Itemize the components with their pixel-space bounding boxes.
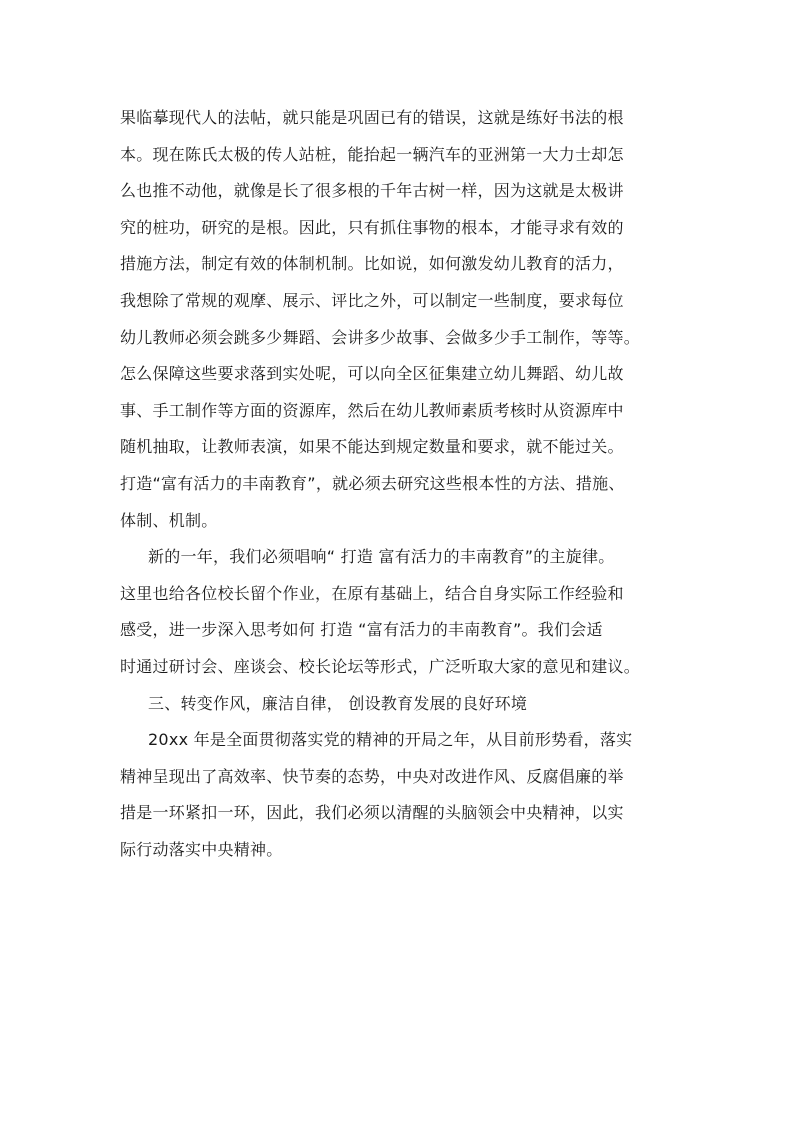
text-line: 本。现在陈氏太极的传人站桩，能抬起一辆汽车的亚洲第一大力士却怎 — [120, 144, 624, 164]
text-line: 时通过研讨会、座谈会、校长论坛等形式，广泛听取大家的意见和建议。 — [120, 656, 641, 676]
text-line: 这里也给各位校长留个作业，在原有基础上，结合自身实际工作经验和 — [120, 583, 624, 603]
text-line: 精神呈现出了高效率、快节奏的态势，中央对改进作风、反腐倡廉的举 — [120, 766, 624, 786]
paragraph-first-line: 新的一年，我们必须唱响“ 打造 富有活力的丰南教育”的主旋律。 — [148, 547, 615, 567]
text-line: 打造“富有活力的丰南教育”，就必须去研究这些根本性的方法、措施、 — [120, 473, 625, 493]
text-line: 我想除了常规的观摩、展示、评比之外，可以制定一些制度，要求每位 — [120, 290, 624, 310]
text-line: 感受，进一步深入思考如何 打造 “富有活力的丰南教育”。我们会适 — [120, 620, 603, 640]
text-line: 果临摹现代人的法帖，就只能是巩固已有的错误，这就是练好书法的根 — [120, 108, 624, 127]
document-body — [120, 100, 680, 868]
text-line: 究的桩功，研究的是根。因此，只有抓住事物的根本，才能寻求有效的 — [120, 217, 624, 237]
paragraph-first-line: 20xx 年是全面贯彻落实党的精神的开局之年，从目前形势看，落实 — [148, 730, 633, 750]
text-line: 么也推不动他，就像是长了很多根的千年古树一样，因为这就是太极讲 — [120, 181, 624, 201]
text-line: 事、手工制作等方面的资源库，然后在幼儿教师素质考核时从资源库中 — [120, 400, 624, 420]
text-line: 际行动落实中央精神。 — [120, 839, 283, 859]
text-line: 措施方法，制定有效的体制机制。比如说，如何激发幼儿教育的活力， — [120, 254, 624, 274]
text-line: 措是一环紧扣一环，因此，我们必须以清醒的头脑领会中央精神，以实 — [120, 803, 624, 823]
text-line: 幼儿教师必须会跳多少舞蹈、会讲多少故事、会做多少手工制作，等等。 — [120, 327, 641, 347]
section-heading: 三、转变作风，廉洁自律， 创设教育发展的良好环境 — [148, 693, 528, 713]
text-line: 怎么保障这些要求落到实处呢，可以向全区征集建立幼儿舞蹈、幼儿故 — [120, 364, 624, 384]
text-line: 随机抽取，让教师表演，如果不能达到规定数量和要求，就不能过关。 — [120, 437, 624, 457]
text-line: 体制、机制。 — [120, 510, 218, 530]
